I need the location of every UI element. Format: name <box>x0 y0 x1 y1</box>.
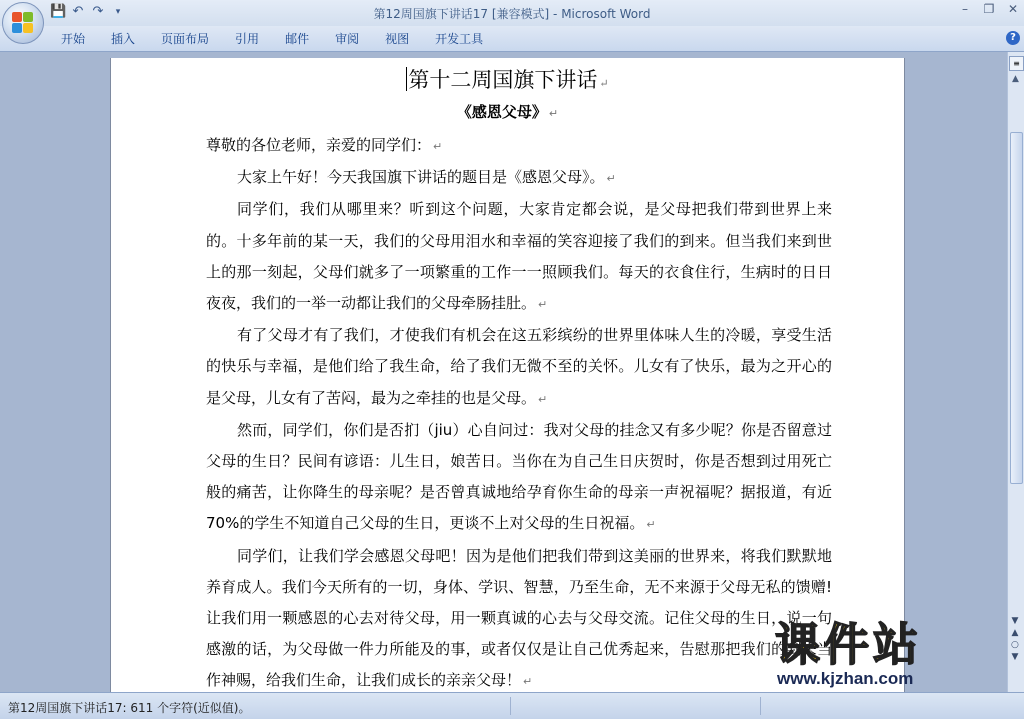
restore-icon[interactable]: ❐ <box>983 2 995 16</box>
paragraph: 同学们，让我们学会感恩父母吧！因为是他们把我们带到这美丽的世界来，将我们默默地养育成人。我们今天所有的一切，身体、学识、智慧，乃至生命，无不来源于父母无私的馈赠!让我们用一颗感恩的心去对待父母，用一颗真诚的心去与父母交流。记住父母的生日，说一句感激的话，为父母做一件力所能及的事，或者仅仅是让自己优秀起来，告慰那把我们的到来当作神赐，给我们生命，让我们成长的亲亲父母！ ↵ <box>206 546 832 690</box>
title-separator: - <box>549 7 562 21</box>
paragraph-mark: ↵ <box>548 107 559 120</box>
document-name: 第12周国旗下讲话17 [兼容模式] <box>373 7 550 21</box>
tab-review[interactable]: 审阅 <box>335 32 360 46</box>
office-button[interactable] <box>2 2 44 44</box>
close-icon[interactable]: ✕ <box>1007 2 1019 16</box>
status-bar <box>0 692 1024 719</box>
vertical-scrollbar[interactable] <box>1007 52 1024 692</box>
paragraph: 尊敬的各位老师，亲爱的同学们： ↵ <box>206 136 443 154</box>
tab-developer[interactable]: 开发工具 <box>435 32 484 46</box>
status-divider <box>510 697 511 715</box>
scroll-thumb[interactable] <box>1010 132 1023 484</box>
tab-page-layout[interactable]: 页面布局 <box>161 32 210 46</box>
app-name: Microsoft Word <box>561 7 651 21</box>
view-ruler-icon[interactable]: ≡ <box>1009 56 1024 71</box>
paragraph: 大家上午好！今天我国旗下讲话的题目是《感恩父母》。 ↵ <box>237 168 616 187</box>
previous-page-icon[interactable]: ▲ <box>1011 628 1019 638</box>
select-browse-object-icon[interactable]: ○ <box>1011 640 1019 650</box>
word-count-status[interactable]: 第12周国旗下讲话17: 611 个字符(近似值)。 <box>8 701 251 715</box>
redo-icon[interactable]: ↷ <box>92 4 104 19</box>
office-logo-icon <box>12 12 34 34</box>
paragraph: 同学们，我们从哪里来？听到这个问题，大家肯定都会说，是父母把我们带到世界上来的。十多年前的某一天，我们的父母用泪水和幸福的笑容迎接了我们的到来。但当我们来到世上的那一刻起，父母们就多了一项繁重的工作一一照顾我们。每天的衣食住行，生病时的日日夜夜，我们的一举一动都让我们的父母牵肠挂肚。 ↵ <box>206 200 832 313</box>
scroll-down-icon[interactable]: ▼ <box>1011 616 1019 626</box>
paragraph-mark: ↵ <box>599 77 609 90</box>
tab-home[interactable]: 开始 <box>61 32 86 46</box>
tab-view[interactable]: 视图 <box>385 32 410 46</box>
tab-insert[interactable]: 插入 <box>111 32 136 46</box>
document-body <box>206 130 832 692</box>
tab-mailings[interactable]: 邮件 <box>285 32 310 46</box>
scroll-up-icon[interactable]: ▲ <box>1012 74 1019 84</box>
tab-references[interactable]: 引用 <box>235 32 260 46</box>
status-divider <box>760 697 761 715</box>
document-page[interactable] <box>110 58 905 692</box>
minimize-icon[interactable]: – <box>962 2 968 16</box>
document-title: 第十二周国旗下讲话 ↵ <box>408 68 609 92</box>
window-controls <box>958 2 1020 16</box>
undo-icon[interactable]: ↶ <box>72 4 84 19</box>
next-page-icon[interactable]: ▼ <box>1011 652 1019 662</box>
paragraph: 有了父母才有了我们，才使我们有机会在这五彩缤纷的世界里体味人生的冷暖，享受生活的快乐与幸福，是他们给了我生命，给了我们无微不至的关怀。儿女有了快乐，最为之开心的是父母，儿女有了苦闷，最为之牵挂的也是父母。 ↵ <box>206 326 832 407</box>
site-watermark <box>775 620 1005 694</box>
browse-buttons <box>1011 616 1019 662</box>
window-title <box>0 5 1024 22</box>
paragraph: 然而，同学们，你们是否扪（jiu）心自问过：我对父母的挂念又有多少呢？你是否留意过父母的生日？民间有谚语：儿生日，娘苦日。当你在为自己生日庆贺时，你是否想到过用死亡般的痛苦，让你降生的母亲呢？是否曾真诚地给孕育你生命的母亲一声祝福呢？据报道，有近 70%的学生不知道自己父母的生日，更谈不上对父母的生日祝福。 ↵ <box>206 420 832 533</box>
watermark-name: 课件站 <box>775 618 923 671</box>
help-icon[interactable]: ? <box>1006 31 1020 45</box>
title-bar <box>0 0 1024 26</box>
document-subtitle: 《感恩父母》 ↵ <box>456 103 559 121</box>
watermark-url: www.kjzhan.com <box>777 669 914 688</box>
ribbon-tabs <box>48 31 496 47</box>
document-area <box>0 52 1008 692</box>
customize-toolbar-icon[interactable]: ▾ <box>115 7 121 17</box>
save-icon[interactable]: 💾 <box>50 4 67 19</box>
ribbon <box>0 26 1024 52</box>
